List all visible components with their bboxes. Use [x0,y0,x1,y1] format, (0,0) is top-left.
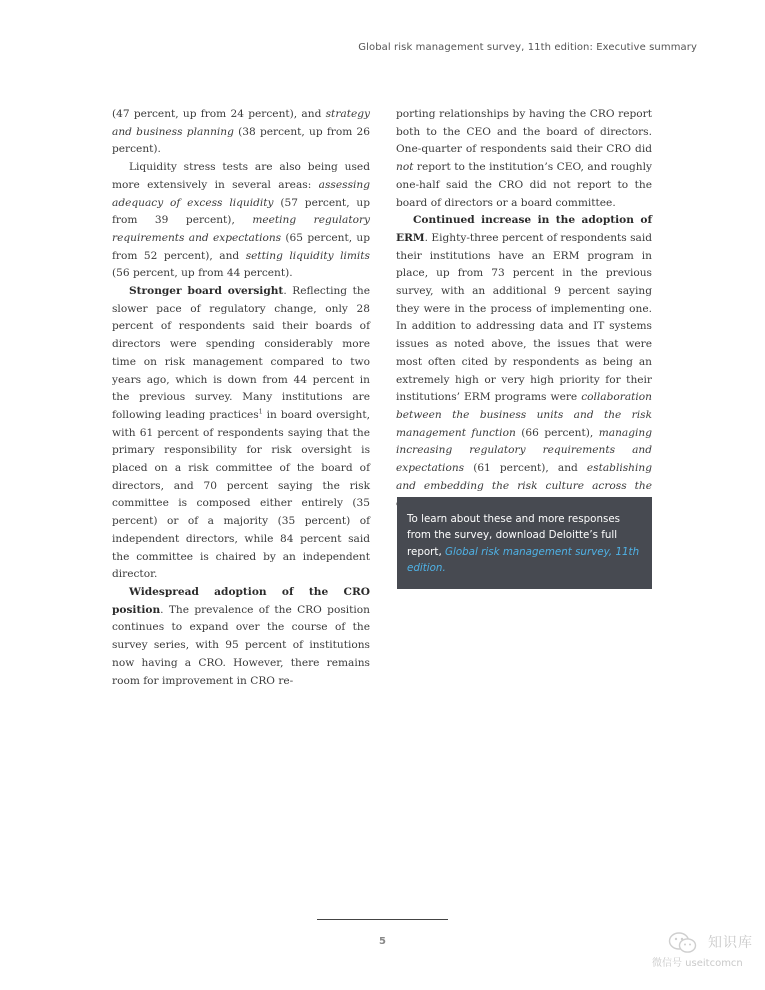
watermark [652,928,762,972]
paragraph: Continued increase in the adoption of ERM. Eighty-three percent of respondents said their institutions have an ERM program in place, up from 73 percent in the previous survey, with an additional 9 percent saying they were in the process of implementing one. In addition to addressing data and IT systems issues as noted above, the issues that were most often cited by respondents as being an extremely high or very high priority for their institutions’ ERM programs were collaboration between the business units and the risk management function (66 percent), managing increasing regulatory requirements and expectations (61 percent), and establishing and embedding the risk culture across the [396,214,652,492]
running-header: Global risk management survey, 11th edition: Executive summary [358,42,697,53]
wechat-icon [668,931,698,955]
paragraph: Liquidity stress tests are also being used more extensively in several areas: assessing adequacy of excess liquidity (57 percent, up from 39 percent), meeting regulatory requirements and expectations (65 percent, up from 52 percent), and setting liquidity limits (56 percent, up from 44 percent). [112,161,370,280]
callout-text: To learn about these and more responses from the survey, download Deloitte’s full report, [407,513,621,558]
watermark-subtitle: 微信号 useitcomcn [652,958,743,969]
section-run-in-heading: Continued increase in the adoption of ERM [396,214,652,244]
page-number: 5 [379,936,386,947]
footnote-marker: 1 [258,408,263,416]
paragraph: Stronger board oversight. Reflecting the slower pace of regulatory change, only 28 percent of respondents said their boards of directors were spending considerably more time on risk management compared to two years ago, which is down from 44 percent in the previous survey. Many institutions are following leading practices$^1$ in board oversight, with 61 percent of respondents saying that the primary responsibility for risk oversight is placed on a risk committee of the board of directors, and 70 percent saying the risk committee is composed either entirely (35 percent) or of a majority (35 percent) of independent directors, while 84 percent said the committee is chaired by an independent director. [112,285,371,581]
callout-box [397,497,652,589]
watermark-title: 知识库 [708,935,753,951]
section-run-in-heading: Widespread adoption of the CRO position [112,585,370,616]
paragraph: porting relationships by having the CRO report both to the CEO and the board of directors. One-quarter of respondents said their CRO did not report to the institution’s CEO, and roughly one-half said the CRO did not report to the board of directors or a board committee. [396,108,652,209]
left-column [112,106,370,690]
section-run-in-heading: Stronger board oversight [129,285,284,298]
footer-divider [317,919,448,920]
paragraph: Widespread adoption of the CRO position. The prevalence of the CRO position continues to expand over the course of the survey series, with 95 percent of institutions now having a CRO. However, there remains room for improvement in CRO re- [112,585,370,687]
report-link[interactable]: Global risk management survey, 11th edition. [407,545,640,574]
right-column [396,106,652,513]
paragraph: (47 percent, up from 24 percent), and strategy and business planning (38 percent, up from 26 percent). [112,108,370,156]
